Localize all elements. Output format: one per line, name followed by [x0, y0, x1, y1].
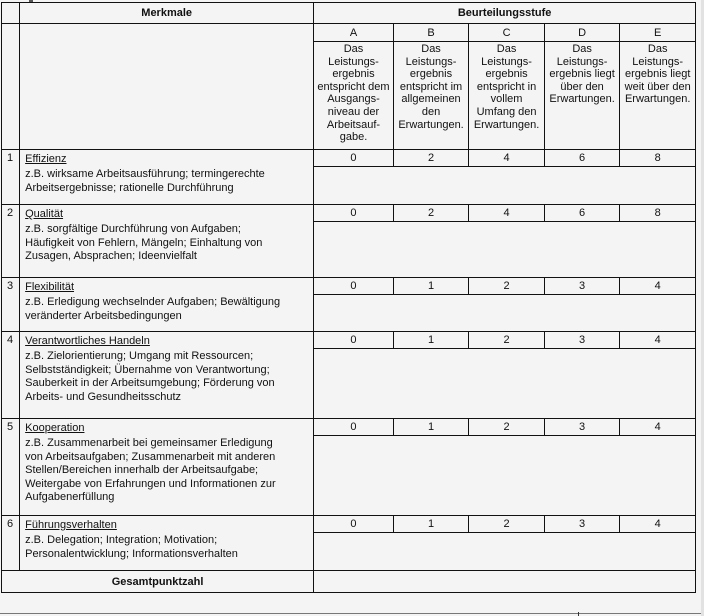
score-e[interactable]: 4 [620, 278, 696, 295]
score-d[interactable]: 3 [544, 516, 620, 533]
criterion-row-2 [2, 205, 696, 222]
header-number-cell [2, 3, 20, 24]
total-label: Gesamtpunktzahl [2, 571, 314, 593]
score-d[interactable]: 6 [544, 205, 620, 222]
score-c[interactable]: 2 [469, 278, 545, 295]
total-row [2, 571, 696, 593]
score-a[interactable]: 0 [314, 516, 394, 533]
grade-letter-c: C [469, 24, 545, 42]
score-b[interactable]: 2 [393, 150, 469, 167]
criterion-cell [20, 278, 314, 332]
criterion-cell [20, 205, 314, 278]
criterion-description: z.B. Erledigung wechselnder Aufgaben; Bewältigung veränderter Arbeitsbedingungen [25, 296, 281, 322]
criterion-title: Effizienz [25, 153, 67, 165]
criterion-title: Kooperation [25, 422, 85, 434]
score-b[interactable]: 1 [393, 516, 469, 533]
header-merkmale: Merkmale [20, 3, 314, 24]
score-d[interactable]: 3 [544, 332, 620, 349]
criterion-number: 3 [2, 278, 20, 332]
criterion-title: Verantwortliches Handeln [25, 335, 150, 347]
score-e[interactable]: 8 [620, 205, 696, 222]
grade-description-b: Das Leistungs- ergebnis entspricht im allgemeinen den Erwartungen. [393, 42, 469, 150]
score-b[interactable]: 1 [393, 278, 469, 295]
criterion-cell [20, 150, 314, 205]
criterion-title: Flexibilität [25, 281, 75, 293]
score-b[interactable]: 2 [393, 205, 469, 222]
criterion-row-5 [2, 419, 696, 436]
grade-letter-a: A [314, 24, 394, 42]
score-a[interactable]: 0 [314, 205, 394, 222]
score-b[interactable]: 1 [393, 419, 469, 436]
criterion-row-1 [2, 150, 696, 167]
score-b[interactable]: 1 [393, 332, 469, 349]
grade-letter-b: B [393, 24, 469, 42]
grade-description-c: Das Leistungs- ergebnis entspricht in vollem Umfang den Erwartungen. [469, 42, 545, 150]
criterion-cell [20, 419, 314, 516]
score-d[interactable]: 3 [544, 419, 620, 436]
score-a[interactable]: 0 [314, 150, 394, 167]
criterion-description: z.B. Delegation; Integration; Motivation; Personalentwicklung; Informationsverhalten [25, 534, 238, 560]
grade-letter-e: E [620, 24, 696, 42]
page-bottom-tick [578, 612, 579, 616]
score-a[interactable]: 0 [314, 332, 394, 349]
page-bottom-edge [0, 613, 704, 614]
criterion-cell [20, 516, 314, 571]
total-value-field[interactable] [314, 571, 696, 593]
criterion-title: Qualität [25, 208, 64, 220]
header-row [2, 3, 696, 24]
criterion-entry-field[interactable] [314, 436, 696, 516]
score-e[interactable]: 4 [620, 419, 696, 436]
criterion-description: z.B. Zusammenarbeit bei gemeinsamer Erledigung von Arbeitsaufgaben; Zusammenarbeit mit anderen Stellen/Bereichen innerhalb der Arbeitsaufgabe; Weitergabe von Erfahrungen und Informationen zur Aufgabenerfüllung [25, 437, 276, 503]
grade-letter-d: D [544, 24, 620, 42]
score-c[interactable]: 2 [469, 419, 545, 436]
score-a[interactable]: 0 [314, 419, 394, 436]
criterion-row-6 [2, 516, 696, 533]
score-c[interactable]: 4 [469, 150, 545, 167]
header-beurteilungsstufe: Beurteilungsstufe [314, 3, 696, 24]
score-c[interactable]: 2 [469, 516, 545, 533]
score-e[interactable]: 8 [620, 150, 696, 167]
criterion-description: z.B. sorgfältige Durchführung von Aufgaben; Häufigkeit von Fehlern, Mängeln; Einhaltung von Zusagen, Absprachen; Ideenvielfalt [25, 223, 263, 262]
score-c[interactable]: 4 [469, 205, 545, 222]
criterion-number: 6 [2, 516, 20, 571]
grade-letter-row [2, 24, 696, 42]
criterion-row-4 [2, 332, 696, 349]
criterion-entry-field[interactable] [314, 349, 696, 419]
header-merkmale-blank [20, 24, 314, 150]
criterion-cell [20, 332, 314, 419]
criterion-row-3 [2, 278, 696, 295]
criterion-entry-field[interactable] [314, 295, 696, 332]
criterion-description: z.B. Zielorientierung; Umgang mit Ressourcen; Selbstständigkeit; Übernahme von Verantwortung; Sauberkeit in der Arbeitsumgebung; Förderung von Arbeits- und Gesundheitsschutz [25, 350, 275, 403]
score-d[interactable]: 3 [544, 278, 620, 295]
header-number-blank [2, 24, 20, 150]
criterion-title: Führungsverhalten [25, 519, 117, 531]
criterion-number: 5 [2, 419, 20, 516]
criterion-entry-field[interactable] [314, 167, 696, 205]
criterion-number: 4 [2, 332, 20, 419]
criterion-number: 1 [2, 150, 20, 205]
grade-description-d: Das Leistungs- ergebnis liegt über den Erwartungen. [544, 42, 620, 150]
grade-description-e: Das Leistungs- ergebnis liegt weit über den Erwartungen. [620, 42, 696, 150]
evaluation-table [1, 2, 696, 593]
criterion-number: 2 [2, 205, 20, 278]
score-e[interactable]: 4 [620, 516, 696, 533]
score-a[interactable]: 0 [314, 278, 394, 295]
score-d[interactable]: 6 [544, 150, 620, 167]
criterion-entry-field[interactable] [314, 222, 696, 278]
criterion-description: z.B. wirksame Arbeitsausführung; termingerechte Arbeitsergebnisse; rationelle Durchführung [25, 168, 265, 194]
score-e[interactable]: 4 [620, 332, 696, 349]
criterion-entry-field[interactable] [314, 533, 696, 571]
grade-description-a: Das Leistungs- ergebnis entspricht dem Ausgangs- niveau der Arbeitsauf- gabe. [314, 42, 394, 150]
score-c[interactable]: 2 [469, 332, 545, 349]
